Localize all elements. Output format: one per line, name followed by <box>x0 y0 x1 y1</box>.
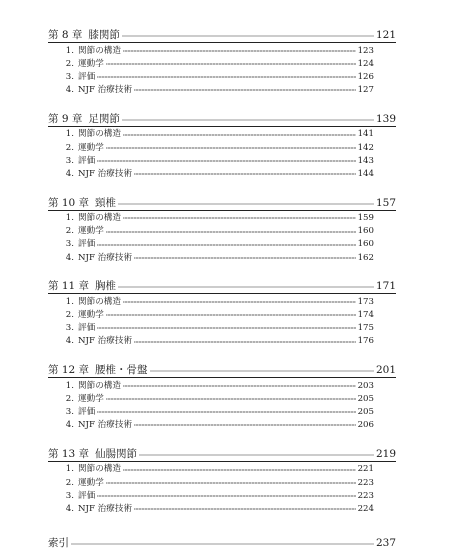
chapter-number: 第 13 章 <box>48 447 90 460</box>
section-entry[interactable] <box>48 212 396 225</box>
section-leader-dots <box>97 242 355 246</box>
section-title: 関節の構造 <box>78 380 121 391</box>
section-page-number: 160 <box>357 239 374 250</box>
section-page-number: 224 <box>357 503 374 514</box>
chapter-leader-dots <box>122 33 374 39</box>
section-number: 3. <box>65 323 74 334</box>
section-number: 1. <box>65 464 74 475</box>
section-title: NJF 治療技術 <box>78 420 133 431</box>
chapter-page-number: 201 <box>375 364 396 376</box>
section-page-number: 143 <box>357 155 374 166</box>
chapter-number: 第 12 章 <box>48 364 90 376</box>
section-leader-dots <box>134 88 356 92</box>
chapter-heading-row[interactable] <box>48 359 396 378</box>
chapter-title: 胸椎 <box>95 280 117 293</box>
chapter-heading-row[interactable] <box>48 108 396 127</box>
chapter-number: 第 11 章 <box>48 280 90 293</box>
section-page-number: 141 <box>357 129 374 140</box>
section-entry[interactable] <box>48 141 396 154</box>
section-title: 運動学 <box>78 393 104 404</box>
section-number: 1. <box>65 296 74 307</box>
chapter-leader-dots <box>118 284 374 290</box>
section-entry[interactable] <box>48 167 396 180</box>
section-list <box>48 379 396 432</box>
section-leader-dots <box>123 467 356 471</box>
chapter-leader-dots <box>118 201 374 207</box>
section-title: 関節の構造 <box>78 464 121 475</box>
chapter-block <box>48 275 396 348</box>
section-leader-dots <box>106 146 356 150</box>
section-number: 4. <box>65 336 74 347</box>
section-number: 1. <box>65 45 74 56</box>
section-page-number: 144 <box>357 168 374 179</box>
chapter-leader-dots <box>139 452 374 458</box>
section-leader-dots <box>97 159 355 163</box>
section-entry[interactable] <box>48 379 396 392</box>
table-of-contents <box>48 24 396 527</box>
section-entry[interactable] <box>48 154 396 167</box>
section-page-number: 126 <box>357 71 374 82</box>
section-title: 関節の構造 <box>78 45 121 56</box>
chapter-number: 第 9 章 <box>48 112 83 125</box>
section-title: 関節の構造 <box>78 213 121 224</box>
section-entry[interactable] <box>48 476 396 489</box>
section-leader-dots <box>123 300 356 304</box>
chapter-title: 腰椎・骨盤 <box>95 364 148 376</box>
section-page-number: 203 <box>357 380 374 391</box>
index-page-number: 237 <box>375 537 396 549</box>
section-title: NJF 治療技術 <box>78 336 133 347</box>
section-entry[interactable] <box>48 322 396 335</box>
section-entry[interactable] <box>48 463 396 476</box>
section-leader-dots <box>134 423 356 427</box>
section-leader-dots <box>106 481 356 485</box>
section-leader-dots <box>106 229 356 233</box>
section-page-number: 127 <box>357 85 374 96</box>
section-number: 3. <box>65 490 74 501</box>
chapter-heading-row[interactable] <box>48 24 396 43</box>
section-entry[interactable] <box>48 44 396 57</box>
section-page-number: 205 <box>357 406 374 417</box>
chapter-heading-row[interactable] <box>48 192 396 211</box>
chapter-page-number: 139 <box>375 112 396 125</box>
section-leader-dots <box>97 410 355 414</box>
section-entry[interactable] <box>48 502 396 515</box>
section-leader-dots <box>106 397 356 401</box>
section-entry[interactable] <box>48 57 396 70</box>
chapter-page-number: 171 <box>375 280 396 293</box>
section-title: 評価 <box>78 155 96 166</box>
section-page-number: 173 <box>357 296 374 307</box>
section-number: 1. <box>65 129 74 140</box>
section-page-number: 123 <box>357 45 374 56</box>
chapter-leader-dots <box>122 117 374 123</box>
section-page-number: 142 <box>357 142 374 153</box>
section-leader-dots <box>123 49 356 53</box>
section-leader-dots <box>123 132 356 136</box>
section-entry[interactable] <box>48 489 396 502</box>
section-number: 4. <box>65 503 74 514</box>
section-entry[interactable] <box>48 70 396 83</box>
section-number: 3. <box>65 71 74 82</box>
section-leader-dots <box>134 256 356 260</box>
chapter-leader-dots <box>150 368 374 374</box>
chapter-number: 第 8 章 <box>48 29 83 41</box>
section-entry[interactable] <box>48 335 396 348</box>
chapter-page-number: 121 <box>375 29 396 41</box>
section-number: 3. <box>65 155 74 166</box>
section-number: 3. <box>65 406 74 417</box>
section-page-number: 206 <box>357 420 374 431</box>
section-number: 2. <box>65 310 74 321</box>
section-page-number: 159 <box>357 213 374 224</box>
section-title: NJF 治療技術 <box>78 252 133 263</box>
section-entry[interactable] <box>48 405 396 418</box>
section-list <box>48 463 396 516</box>
section-page-number: 175 <box>357 323 374 334</box>
section-number: 2. <box>65 58 74 69</box>
section-title: 関節の構造 <box>78 296 121 307</box>
section-list <box>48 295 396 348</box>
section-page-number: 162 <box>357 252 374 263</box>
section-leader-dots <box>123 216 356 220</box>
section-page-number: 223 <box>357 477 374 488</box>
section-list <box>48 212 396 265</box>
section-title: 運動学 <box>78 58 104 69</box>
section-leader-dots <box>134 507 356 511</box>
section-number: 2. <box>65 477 74 488</box>
section-leader-dots <box>134 339 356 343</box>
section-title: 評価 <box>78 71 96 82</box>
section-title: 評価 <box>78 323 96 334</box>
section-entry[interactable] <box>48 128 396 141</box>
section-leader-dots <box>97 326 355 330</box>
section-page-number: 223 <box>357 490 374 501</box>
section-title: 関節の構造 <box>78 129 121 140</box>
section-number: 4. <box>65 85 74 96</box>
section-title: 評価 <box>78 490 96 501</box>
section-number: 1. <box>65 380 74 391</box>
section-title: NJF 治療技術 <box>78 85 133 96</box>
chapter-page-number: 219 <box>375 447 396 460</box>
section-page-number: 176 <box>357 336 374 347</box>
section-entry[interactable] <box>48 308 396 321</box>
section-title: 評価 <box>78 239 96 250</box>
chapter-block <box>48 24 396 97</box>
section-number: 2. <box>65 226 74 237</box>
section-number: 1. <box>65 213 74 224</box>
section-page-number: 124 <box>357 58 374 69</box>
chapter-block <box>48 359 396 432</box>
chapter-page-number: 157 <box>375 196 396 209</box>
section-number: 3. <box>65 239 74 250</box>
chapter-heading-row[interactable] <box>48 275 396 294</box>
chapter-block <box>48 108 396 181</box>
section-title: 評価 <box>78 406 96 417</box>
chapter-number: 第 10 章 <box>48 196 90 209</box>
section-leader-dots <box>123 384 356 388</box>
section-title: NJF 治療技術 <box>78 503 133 514</box>
index-entry[interactable] <box>48 536 396 550</box>
section-list <box>48 128 396 181</box>
section-list <box>48 44 396 97</box>
section-entry[interactable] <box>48 392 396 405</box>
section-number: 4. <box>65 420 74 431</box>
section-entry[interactable] <box>48 295 396 308</box>
section-leader-dots <box>106 313 356 317</box>
section-number: 2. <box>65 142 74 153</box>
section-leader-dots <box>106 62 356 66</box>
chapter-block <box>48 443 396 516</box>
section-title: 運動学 <box>78 226 104 237</box>
section-entry[interactable] <box>48 84 396 97</box>
section-number: 4. <box>65 252 74 263</box>
section-title: 運動学 <box>78 477 104 488</box>
index-title: 索引 <box>48 537 69 549</box>
section-leader-dots <box>97 75 355 79</box>
section-entry[interactable] <box>48 225 396 238</box>
index-leader-dots <box>71 541 374 547</box>
chapter-heading-row[interactable] <box>48 443 396 462</box>
section-page-number: 221 <box>357 464 374 475</box>
section-page-number: 205 <box>357 393 374 404</box>
chapter-block <box>48 192 396 265</box>
section-entry[interactable] <box>48 419 396 432</box>
section-title: NJF 治療技術 <box>78 168 133 179</box>
section-number: 2. <box>65 393 74 404</box>
chapter-title: 頸椎 <box>95 196 117 209</box>
section-page-number: 174 <box>357 310 374 321</box>
section-number: 4. <box>65 168 74 179</box>
section-title: 運動学 <box>78 310 104 321</box>
section-entry[interactable] <box>48 238 396 251</box>
section-leader-dots <box>134 172 356 176</box>
chapter-title: 足関節 <box>88 112 120 125</box>
chapter-title: 仙腸関節 <box>95 447 138 460</box>
section-leader-dots <box>97 494 355 498</box>
section-page-number: 160 <box>357 226 374 237</box>
section-title: 運動学 <box>78 142 104 153</box>
section-entry[interactable] <box>48 251 396 264</box>
chapter-title: 膝関節 <box>88 29 120 41</box>
